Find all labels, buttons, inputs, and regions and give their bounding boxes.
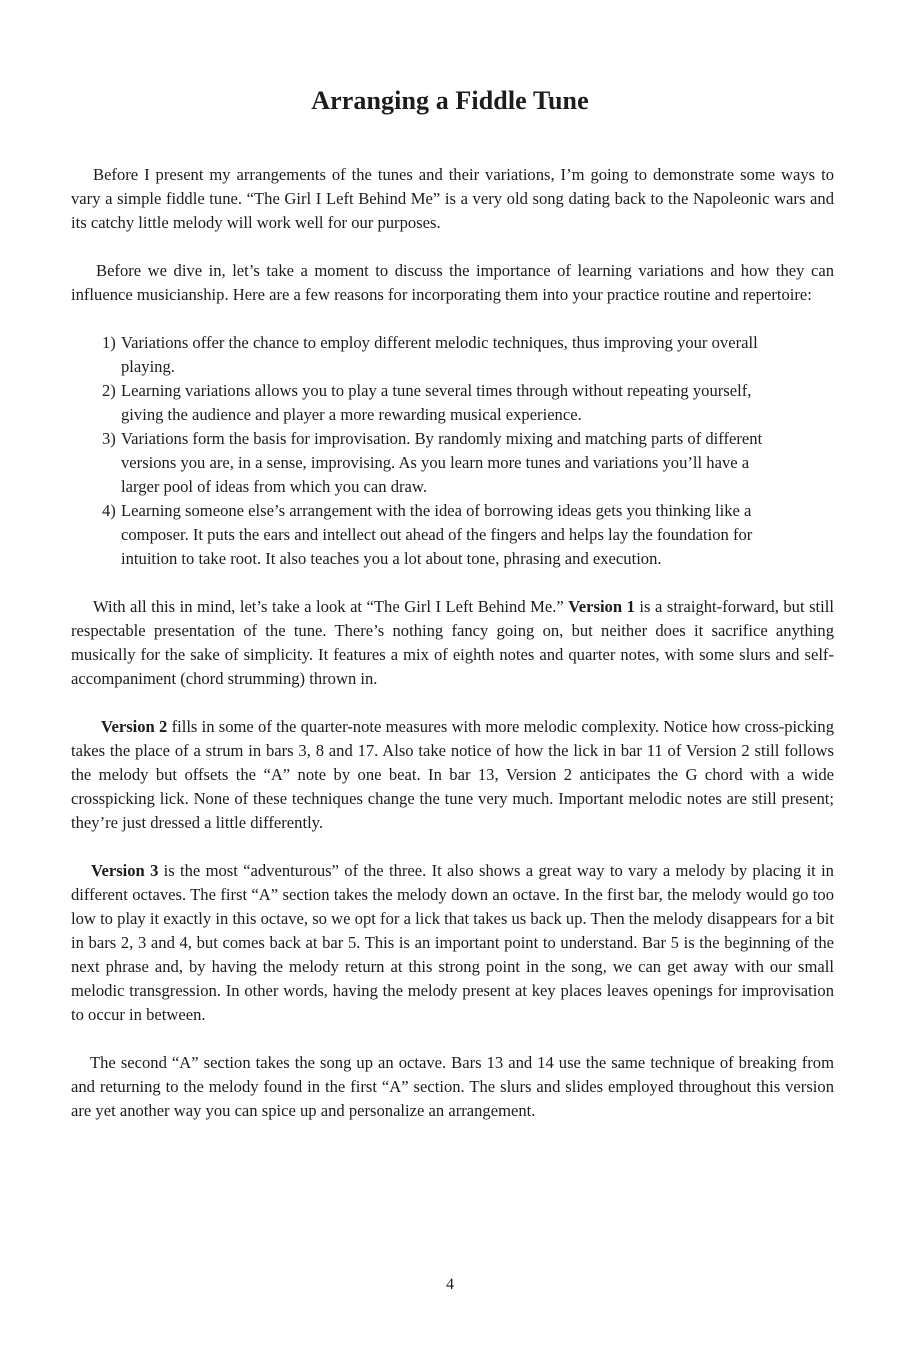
page-number: 4 (446, 1276, 454, 1293)
list-item-number: 3) (102, 429, 116, 448)
list-item (71, 331, 782, 379)
version-2-paragraph (71, 715, 834, 835)
page-title: Arranging a Fiddle Tune (311, 86, 589, 115)
list-item (71, 427, 782, 499)
version-1-label: Version 1 (568, 597, 635, 616)
version-1-intro-text: With all this in mind, let’s take a look at “The Girl I Left Behind Me.” (93, 597, 569, 616)
intro-paragraph: Before I present my arrangements of the tunes and their variations, I’m going to demonstrate some ways to vary a simple fiddle tune. “The Girl I Left Behind Me” is a very old song dating back to the Napoleonic wars and its catchy little melody will work well for our purposes. (71, 165, 834, 232)
list-item (71, 379, 782, 427)
version-1-paragraph (71, 595, 834, 691)
reasons-list (71, 331, 834, 571)
list-item-number: 4) (102, 501, 116, 520)
list-item-text: Learning someone else’s arrangement with the idea of borrowing ideas gets you thinking like a composer. It puts the ears and intellect out ahead of the fingers and helps lay the foundation for intuition to take root. It also teaches you a lot about tone, phrasing and execution. (121, 501, 753, 568)
version-1-description: is a straight-forward, but still respectable presentation of the tune. There’s nothing fancy going on, but neither does it sacrifice anything musically for the sake of simplicity. It features a mix of eighth notes and quarter notes, with some slurs and self-accompaniment (chord strumming) thrown in. (71, 597, 835, 688)
version-3-description: is the most “adventurous” of the three. It also shows a great way to vary a melody by placing it in different octaves. The first “A” section takes the melody down an octave. In the first bar, the melody would go too low to play it exactly in this octave, so we opt for a lick that takes us back up. Then the melody disappears for a bit in bars 2, 3 and 4, but comes back at bar 5. This is an important point to understand. Bar 5 is the beginning of the next phrase and, by having the melody return at this strong point in the song, we can get away with our small melodic transgression. In other words, having the melody present at key places leaves openings for improvisation to occur in between. (71, 861, 834, 1024)
list-item-number: 2) (102, 381, 116, 400)
list-item-text: Learning variations allows you to play a tune several times through without repeating yourself, giving the audience and player a more rewarding musical experience. (121, 381, 752, 424)
list-item-text: Variations form the basis for improvisation. By randomly mixing and matching parts of different versions you are, in a sense, improvising. As you learn more tunes and variations you’ll have a larger pool of ideas from which you can draw. (121, 429, 763, 496)
list-item (71, 499, 782, 571)
version-3-label: Version 3 (91, 861, 159, 880)
version-2-description: fills in some of the quarter-note measures with more melodic complexity. Notice how cross-picking takes the place of a strum in bars 3, 8 and 17. Also take notice of how the lick in bar 11 of Version 2 still follows the melody but offsets the “A” note by one beat. In bar 13, Version 2 anticipates the G chord with a wide crosspicking lick. None of these techniques change the tune very much. Important melodic notes are still present; they’re just dressed a little differently. (71, 717, 834, 832)
version-2-label: Version 2 (101, 717, 168, 736)
list-item-number: 1) (102, 333, 116, 352)
second-a-section-paragraph: The second “A” section takes the song up an octave. Bars 13 and 14 use the same technique of breaking from and returning to the melody found in the first “A” section. The slurs and slides employed throughout this version are yet another way you can spice up and personalize an arrangement. (71, 1053, 834, 1120)
version-3-paragraph (71, 859, 834, 1027)
variations-importance-paragraph: Before we dive in, let’s take a moment to discuss the importance of learning variations and how they can influence musicianship. Here are a few reasons for incorporating them into your practice routine and repertoire: (71, 261, 834, 304)
list-item-text: Variations offer the chance to employ different melodic techniques, thus improving your overall playing. (121, 333, 758, 376)
